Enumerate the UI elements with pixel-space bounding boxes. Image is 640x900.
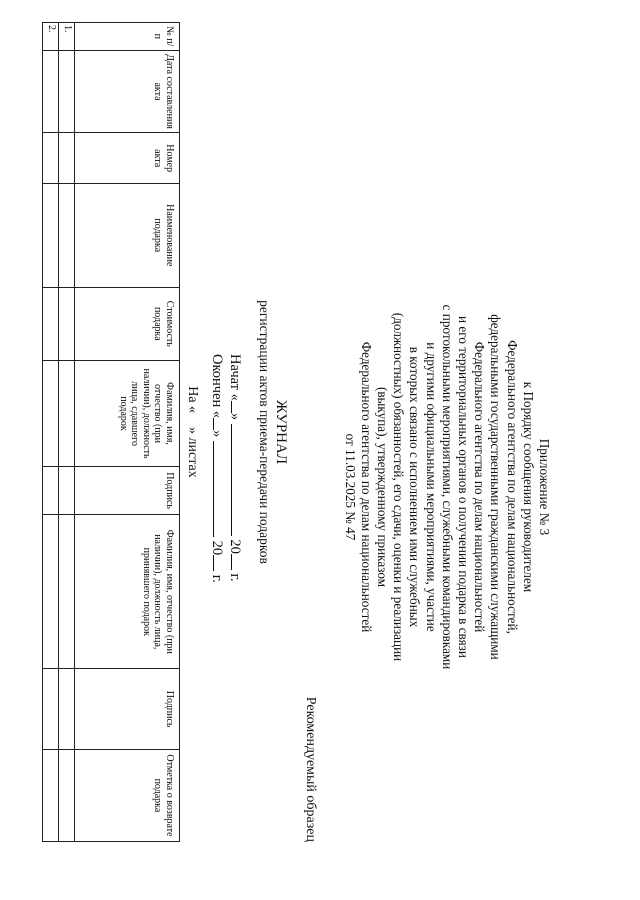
started-date-line: Начат «» 20 г. (227, 354, 243, 582)
table-cell: 1. (59, 23, 75, 51)
appendix-line: с протокольными мероприятиями, служебными командировками (439, 304, 455, 670)
journal-dates (208, 354, 244, 583)
journal-title: ЖУРНАЛ (273, 399, 289, 465)
table-row (43, 23, 59, 842)
col-header-giver-signature: Подпись (75, 466, 180, 514)
table-cell (43, 515, 59, 669)
col-header-return-mark: Отметка о возврате подарка (75, 749, 180, 841)
table-header-row (75, 23, 180, 842)
sheets-count-line (184, 22, 200, 842)
table-cell (59, 184, 75, 288)
col-header-act-number: Номер акта (75, 133, 180, 184)
gift-acts-table (42, 22, 180, 842)
recommended-sample-label: Рекомендуемый образец (303, 696, 318, 842)
appendix-line: и другими официальными мероприятиями, участие (423, 342, 439, 632)
appendix-line: (должностных) обязанностей, его сдачи, оценки и реализации (391, 312, 407, 662)
table-cell (43, 466, 59, 514)
table-cell (43, 133, 59, 184)
table-cell (43, 361, 59, 467)
journal-subtitle: регистрации актов приема-передачи подарков (257, 300, 272, 564)
table-cell: 2. (43, 23, 59, 51)
table-cell (59, 749, 75, 841)
rotated-sheet (32, 22, 552, 842)
col-header-act-date: Дата составления акта (75, 50, 180, 133)
table-cell (43, 184, 59, 288)
col-header-giver-name: Фамилия, имя, отчество (при наличии), должность лица, сдавшего подарок (75, 361, 180, 467)
table-cell (59, 361, 75, 467)
table-cell (43, 669, 59, 750)
col-header-number: № п/п (75, 23, 180, 51)
table-row (59, 23, 75, 842)
col-header-receiver-name: Фамилия, имя, отчество (при наличии), должность лица, принявшего подарок (75, 515, 180, 669)
appendix-line: к Порядку сообщения руководителем (520, 381, 536, 593)
col-header-receiver-signature: Подпись (75, 669, 180, 750)
appendix-line: Приложение № 3 (537, 438, 552, 536)
col-header-gift-value: Стоимость подарка (75, 287, 180, 361)
table-cell (43, 50, 59, 133)
ended-date-line: Окончен «» 20 г. (209, 354, 225, 583)
table-cell (43, 749, 59, 841)
appendix-line: от 11.03.2025 № 47 (342, 433, 358, 541)
appendix-line: Федерального агентства по делам национальностей (358, 341, 374, 633)
appendix-line: (выкупа), утвержденному приказом (374, 386, 390, 588)
table-cell (59, 287, 75, 361)
appendix-line: Федерального агентства по делам национальностей, (504, 340, 520, 634)
appendix-line: в которых связано с исполнением ими служебных (407, 346, 423, 628)
appendix-line: федеральными государственными гражданскими служащими (488, 314, 504, 660)
appendix-line: и его территориальных органов о получении подарка в связи (455, 316, 471, 658)
table-cell (43, 287, 59, 361)
table-cell (59, 133, 75, 184)
table-cell (59, 669, 75, 750)
appendix-line: Федерального агентства по делам национальностей (472, 341, 488, 633)
appendix-block (341, 252, 552, 722)
sheets-count-text: На « » листах (185, 386, 200, 478)
table-cell (59, 515, 75, 669)
col-header-gift-name: Наименование подарка (75, 184, 180, 288)
table-cell (59, 50, 75, 133)
table-cell (59, 466, 75, 514)
